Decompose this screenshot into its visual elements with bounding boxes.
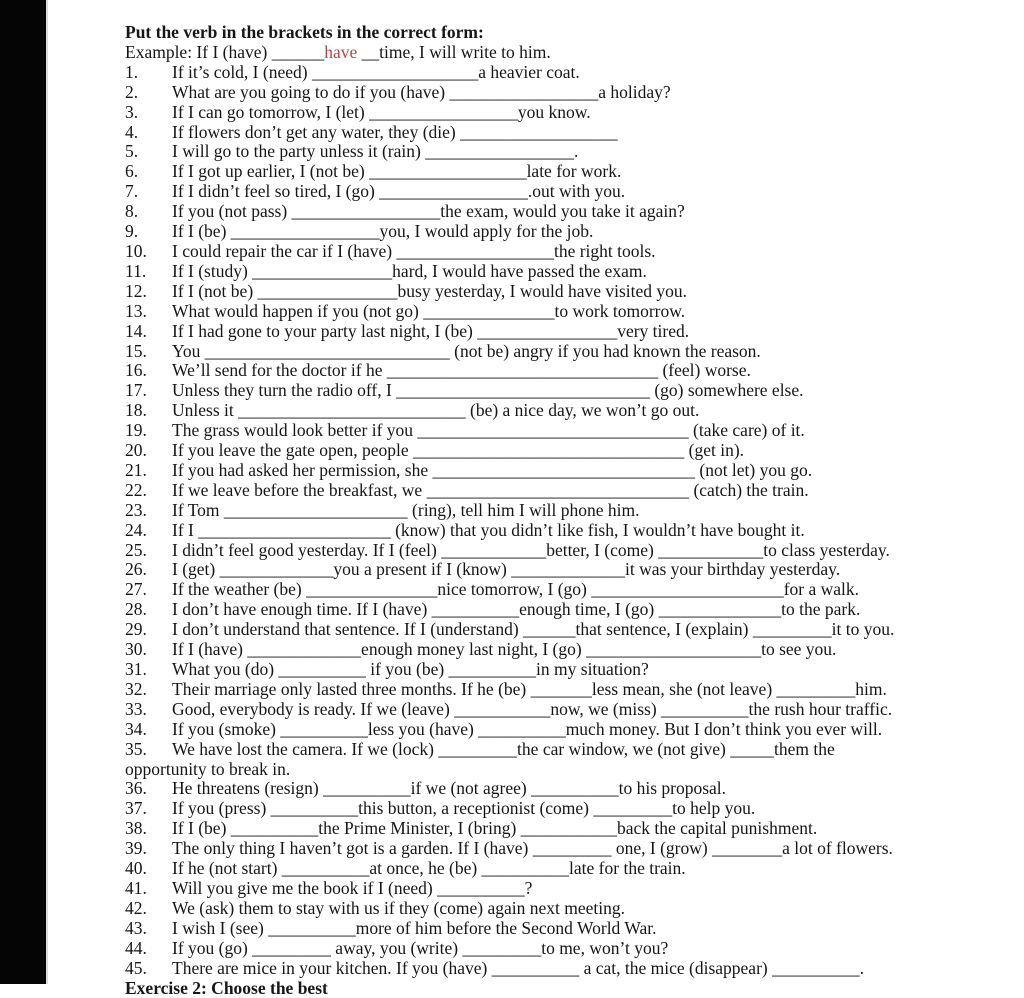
exercise-title: Put the verb in the brackets in the correct form: (125, 23, 1018, 43)
item-number: 6. (125, 162, 172, 182)
item-text: We have lost the camera. If we (lock) _________the car window, we (not give) _____them the (172, 739, 835, 759)
item-text: I don’t have enough time. If I (have) __________enough time, I (go) ______________to the park. (172, 599, 860, 619)
item-text: I (get) _____________you a present if I (know) _____________it was your birthday yesterday. (172, 559, 840, 579)
item-number: 42. (125, 899, 172, 919)
item-number: 44. (125, 939, 172, 959)
item-number: 16. (125, 361, 172, 381)
exercise-item (125, 182, 1018, 202)
item-text: If I (have) _____________enough money last night, I (go) ____________________to see you. (172, 639, 836, 659)
item-number: 11. (125, 262, 172, 282)
item-text: If I got up earlier, I (not be) __________________late for work. (172, 161, 621, 181)
exercise-item (125, 919, 1018, 939)
item-number: 3. (125, 103, 172, 123)
item-text: I could repair the car if I (have) __________________the right tools. (172, 241, 656, 261)
item-number: 36. (125, 779, 172, 799)
item-number: 13. (125, 302, 172, 322)
item-number: 33. (125, 700, 172, 720)
item-text: Will you give me the book if I (need) __________? (172, 878, 532, 898)
item-number: 45. (125, 959, 172, 979)
item-text: I don’t understand that sentence. If I (understand) ______that sentence, I (explain) _________it to you. (172, 619, 894, 639)
exercise-item (125, 242, 1018, 262)
item-text: The grass would look better if you _______________________________ (take care) of it. (172, 420, 805, 440)
item-number: 30. (125, 640, 172, 660)
item-text: You ____________________________ (not be) angry if you had known the reason. (172, 341, 761, 361)
item-number: 27. (125, 580, 172, 600)
exercise-item (125, 202, 1018, 222)
item-number: 22. (125, 481, 172, 501)
exercise-item (125, 142, 1018, 162)
item-text: Their marriage only lasted three months. If he (be) _______less mean, she (not leave) _________him. (172, 679, 887, 699)
exercise-item (125, 839, 1018, 859)
exercise-item (125, 620, 1018, 640)
item-text: What would happen if you (not go) _______________to work tomorrow. (172, 301, 685, 321)
exercise-item (125, 779, 1018, 799)
item-number: 20. (125, 441, 172, 461)
item-number: 7. (125, 182, 172, 202)
item-text: If I (be) __________the Prime Minister, I (bring) ___________back the capital punishment. (172, 818, 817, 838)
exercise-item (125, 162, 1018, 182)
item-text: There are mice in your kitchen. If you (have) __________ a cat, the mice (disappear) __________. (172, 958, 864, 978)
item-text: If you (smoke) __________less you (have) __________much money. But I don’t think you ever will. (172, 719, 882, 739)
item-text: I will go to the party unless it (rain) _________________. (172, 141, 578, 161)
item-text: If we leave before the breakfast, we ______________________________ (catch) the train. (172, 480, 809, 500)
item-text: He threatens (resign) __________if we (not agree) __________to his proposal. (172, 778, 726, 798)
item-number: 32. (125, 680, 172, 700)
item-text: What are you going to do if you (have) _________________a holiday? (172, 82, 671, 102)
exercise-item (125, 879, 1018, 899)
exercise-item (125, 899, 1018, 919)
item-number: 9. (125, 222, 172, 242)
exercise-item (125, 959, 1018, 979)
exercise-item (125, 640, 1018, 660)
item-text: If I (not be) ________________busy yesterday, I would have visited you. (172, 281, 687, 301)
exercise-item (125, 361, 1018, 381)
item-text: We’ll send for the doctor if he _______________________________ (feel) worse. (172, 360, 751, 380)
item-number: 25. (125, 541, 172, 561)
item-continuation-line: opportunity to break in. (125, 760, 1018, 780)
exercise-item (125, 859, 1018, 879)
item-number: 38. (125, 819, 172, 839)
item-number: 31. (125, 660, 172, 680)
item-number: 14. (125, 322, 172, 342)
item-number: 2. (125, 83, 172, 103)
exercise-item (125, 939, 1018, 959)
item-number: 28. (125, 600, 172, 620)
exercise-item (125, 720, 1018, 740)
item-text: If I didn’t feel so tired, I (go) _________________.out with you. (172, 181, 625, 201)
exercise-item (125, 819, 1018, 839)
item-number: 35. (125, 740, 172, 760)
item-text: If flowers don’t get any water, they (die) __________________ (172, 122, 618, 142)
item-number: 17. (125, 381, 172, 401)
exercise-item (125, 740, 1018, 760)
item-text: If I (be) _________________you, I would apply for the job. (172, 221, 593, 241)
item-text: The only thing I haven’t got is a garden. If I (have) _________ one, I (grow) ________a lot of flowers. (172, 838, 893, 858)
item-number: 43. (125, 919, 172, 939)
item-text: If he (not start) __________at once, he (be) __________late for the train. (172, 858, 686, 878)
exercise-item (125, 461, 1018, 481)
item-number: 21. (125, 461, 172, 481)
item-text: I wish I (see) __________more of him before the Second World War. (172, 918, 656, 938)
item-number: 23. (125, 501, 172, 521)
item-number: 1. (125, 63, 172, 83)
exercise-item (125, 282, 1018, 302)
exercise-item (125, 680, 1018, 700)
item-number: 24. (125, 521, 172, 541)
left-black-bar (0, 0, 46, 984)
item-number: 8. (125, 202, 172, 222)
item-text: If you leave the gate open, people _______________________________ (get in). (172, 440, 744, 460)
item-number: 19. (125, 421, 172, 441)
exercise-item (125, 481, 1018, 501)
item-number: 34. (125, 720, 172, 740)
item-number: 5. (125, 142, 172, 162)
next-exercise-heading-partial: Exercise 2: Choose the best (125, 979, 1018, 998)
exercise-item (125, 83, 1018, 103)
exercise-item (125, 521, 1018, 541)
example-suffix: __time, I will write to him. (357, 42, 550, 62)
item-number: 4. (125, 123, 172, 143)
exercise-item-list (125, 63, 1018, 979)
item-number: 40. (125, 859, 172, 879)
item-number: 41. (125, 879, 172, 899)
item-text: If I can go tomorrow, I (let) _________________you know. (172, 102, 591, 122)
item-number: 39. (125, 839, 172, 859)
exercise-item (125, 262, 1018, 282)
exercise-item (125, 401, 1018, 421)
exercise-item (125, 501, 1018, 521)
item-text: If I had gone to your party last night, I (be) ________________very tired. (172, 321, 689, 341)
exercise-item (125, 322, 1018, 342)
item-text: If you (not pass) _________________the exam, would you take it again? (172, 201, 685, 221)
item-text: If I ______________________ (know) that you didn’t like fish, I wouldn’t have bought it. (172, 520, 805, 540)
exercise-item (125, 381, 1018, 401)
exercise-item (125, 700, 1018, 720)
item-text: If the weather (be) _______________nice tomorrow, I (go) ______________________for a walk. (172, 579, 859, 599)
exercise-item (125, 421, 1018, 441)
exercise-item (125, 302, 1018, 322)
exercise-item (125, 441, 1018, 461)
item-text: If I (study) ________________hard, I would have passed the exam. (172, 261, 647, 281)
item-text: If Tom _____________________ (ring), tell him I will phone him. (172, 500, 640, 520)
item-number: 10. (125, 242, 172, 262)
item-text: What you (do) __________ if you (be) __________in my situation? (172, 659, 649, 679)
exercise-item (125, 123, 1018, 143)
exercise-item (125, 63, 1018, 83)
exercise-item (125, 560, 1018, 580)
item-text: If you had asked her permission, she ______________________________ (not let) you go. (172, 460, 812, 480)
example-line (125, 43, 1018, 63)
exercise-item (125, 541, 1018, 561)
item-text: We (ask) them to stay with us if they (come) again next meeting. (172, 898, 625, 918)
exercise-item (125, 342, 1018, 362)
example-answer: have (324, 42, 357, 62)
item-number: 29. (125, 620, 172, 640)
item-text: Good, everybody is ready. If we (leave) ___________now, we (miss) __________the rush hour traffic. (172, 699, 892, 719)
item-number: 26. (125, 560, 172, 580)
exercise-item (125, 222, 1018, 242)
item-text: If you (go) _________ away, you (write) _________to me, won’t you? (172, 938, 668, 958)
item-text: Unless they turn the radio off, I _____________________________ (go) somewhere else. (172, 380, 804, 400)
item-text: I didn’t feel good yesterday. If I (feel) ____________better, I (come) ____________to class yesterday. (172, 540, 890, 560)
exercise-item (125, 660, 1018, 680)
exercise-item (125, 600, 1018, 620)
exercise-item (125, 103, 1018, 123)
item-text: If you (press) __________this button, a receptionist (come) _________to help you. (172, 798, 755, 818)
item-text: Unless it __________________________ (be) a nice day, we won’t go out. (172, 400, 699, 420)
item-number: 18. (125, 401, 172, 421)
exercise-item (125, 580, 1018, 600)
example-prefix: Example: If I (have) ______ (125, 42, 324, 62)
item-number: 12. (125, 282, 172, 302)
item-number: 15. (125, 342, 172, 362)
worksheet-page (46, 0, 1024, 984)
item-text: If it’s cold, I (need) ___________________a heavier coat. (172, 62, 580, 82)
exercise-item (125, 799, 1018, 819)
item-number: 37. (125, 799, 172, 819)
